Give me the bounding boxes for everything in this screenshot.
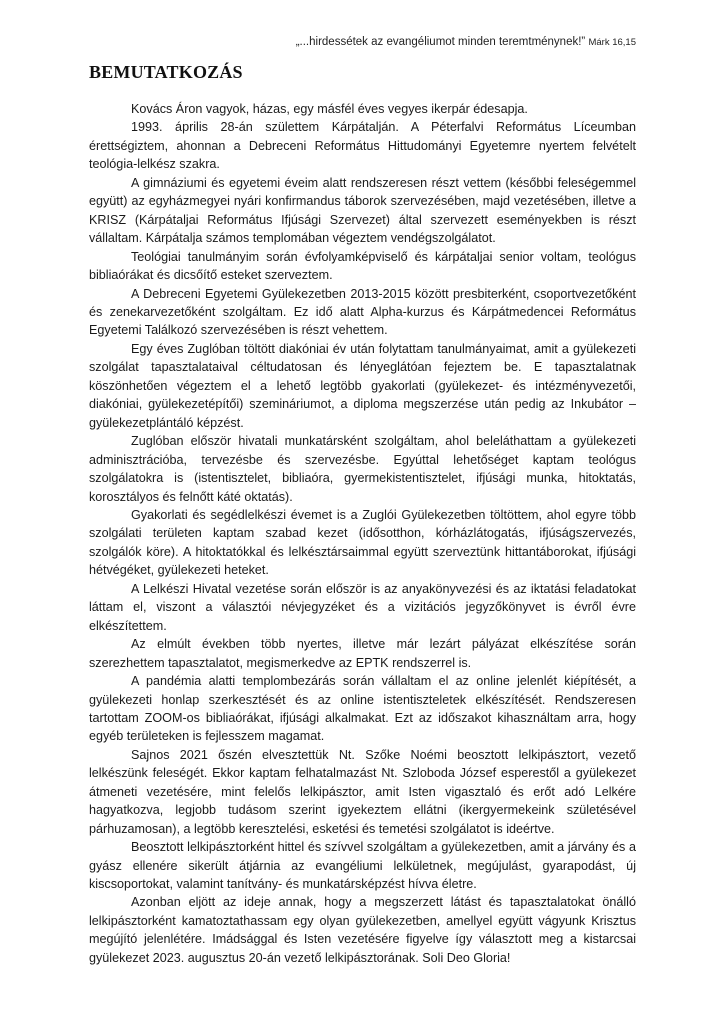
paragraph: Sajnos 2021 őszén elvesztettük Nt. Szőke Noémi beosztott lelkipásztort, vezető lelkészünk feleségét. Ekkor kaptam felhatalmazást Nt. Szloboda József esperestől a gyülekezet átmeneti vezetésére, mint felelős lelkipásztor, amit Isten vigasztaló és erőt adó Lelkére hagyatkozva, legjobb tudásom szerint igyekeztem ellátni (ikergyermekeink születésével párhuzamosan), a legtöbb keresztelési, esketési és temetési szolgálatot is ideértve. [89, 747, 636, 836]
paragraph: Beosztott lelkipásztorként hittel és szívvel szolgáltam a gyülekezetben, amit a járvány és a gyász ellenére sikerült átjárnia az evangéliumi lelkületnek, megújulást, gyarapodást, új kiscsoportokat, valamint tanítvány- és munkatársképzést hívva életre. [89, 840, 636, 892]
paragraph: Azonban eljött az ideje annak, hogy a megszerzett látást és tapasztalatokat önálló lelkipásztorként kamatoztathassam egy olyan gyülekezetben, amellyel együtt vágyunk Krisztus megújító jelenlétére. Imádsággal és Isten vezetésére figyelve így választott meg a kistarcsai gyülekezet 2023. augusztus 20-án vezető lelkipásztorának. Soli Deo Gloria! [89, 895, 636, 965]
paragraph: Az elmúlt években több nyertes, illetve már lezárt pályázat elkészítése során szerezhettem tapasztalatot, megismerkedve az EPTK rendszerrel is. [89, 637, 636, 670]
page-title: BEMUTATKOZÁS [89, 62, 243, 82]
paragraph: Egy éves Zuglóban töltött diakóniai év után folytattam tanulmányaimat, amit a gyülekezeti szolgálat tapasztalataival céltudatosan és lényeglátóan fejeztem be. E tapasztalatnak köszönhetően végeztem el a lehető legtöbb gyakorlati (gyülekezet- és intézményvezetői, diakóniai, gyülekezetépítői) szemináriumot, a diploma megszerzése után pedig az Inkubátor – gyülekezetplántáló képzést. [89, 341, 636, 430]
paragraph: A gimnáziumi és egyetemi éveim alatt rendszeresen részt vettem (későbbi feleségemmel együtt) az egyházmegyei nyári konfirmandus táborok szervezésében, majd vezetésében, illetve a KRISZ (Kárpátaljai Református Ifjúsági Szervezet) által szervezett eseményekben is részt vállaltam. Kárpátalja számos templomában végeztem vendégszolgálatot. [89, 175, 636, 246]
paragraph: 1993. április 28-án születtem Kárpátalján. A Péterfalvi Református Líceumban érettségiztem, ahonnan a Debreceni Református Hittudományi Egyetemre nyertem felvételt teológia-lelkész szakra. [89, 120, 636, 172]
paragraph: Gyakorlati és segédlelkészi évemet is a Zuglói Gyülekezetben töltöttem, ahol egyre több szolgálati területen kaptam szabad kezet (idősotthon, kórházlátogatás, ifjúságszervezés, szolgálók köre). A hitoktatókkal és lelkésztársaimmal együtt szerveztünk hittantáborokat, ifjúsági hétvégéket, gyülekezeti heteket. [89, 507, 636, 578]
paragraph: A Lelkészi Hivatal vezetése során először is az anyakönyvezési és az iktatási feladatokat láttam el, viszont a választói névjegyzéket és a vizitációs jegyzőkönyvet is évről évre elkészítettem. [89, 581, 636, 633]
header-motto [296, 36, 636, 48]
paragraph: A Debreceni Egyetemi Gyülekezetben 2013-2015 között presbiterként, csoportvezetőként és zenekarvezetőként szolgáltam. Ez idő alatt Alpha-kurzus és Kárpátmedencei Református Egyetemi Találkozó szervezésében is részt vehettem. [89, 286, 636, 338]
paragraph: Teológiai tanulmányim során évfolyamképviselő és kárpátaljai senior voltam, teológus bibliaórákat és dicsőítő esteket szerveztem. [89, 249, 636, 283]
paragraph: A pandémia alatti templombezárás során vállaltam el az online jelenlét kiépítését, a gyülekezeti honlap szerkesztését és az online istentiszteletek elkészítését. Rendszeresen tartottam ZOOM-os bibliaórákat, ifjúsági alkalmakat. Ezt az időszakot kihasználtam arra, hogy egyéb területeken is fejlesszem magamat. [89, 674, 636, 744]
paragraph: Zuglóban először hivatali munkatársként szolgáltam, ahol beleláthattam a gyülekezeti adminisztrációba, tervezésbe és szervezésbe. Egyúttal lehetőséget kaptam teológus szolgálatokra is (istentisztelet, bibliaóra, gyermekistentisztelet, ifjúsági munka, hitoktatás, korosztályos és felnőtt káté oktatás). [89, 434, 636, 504]
paragraph: Kovács Áron vagyok, házas, egy másfél éves vegyes ikerpár édesapja. [131, 102, 528, 116]
document-body [89, 100, 636, 967]
motto-text: „...hirdessétek az evangéliumot minden teremtménynek!” [295, 36, 586, 48]
motto-reference: Márk 16,15 [588, 37, 636, 48]
